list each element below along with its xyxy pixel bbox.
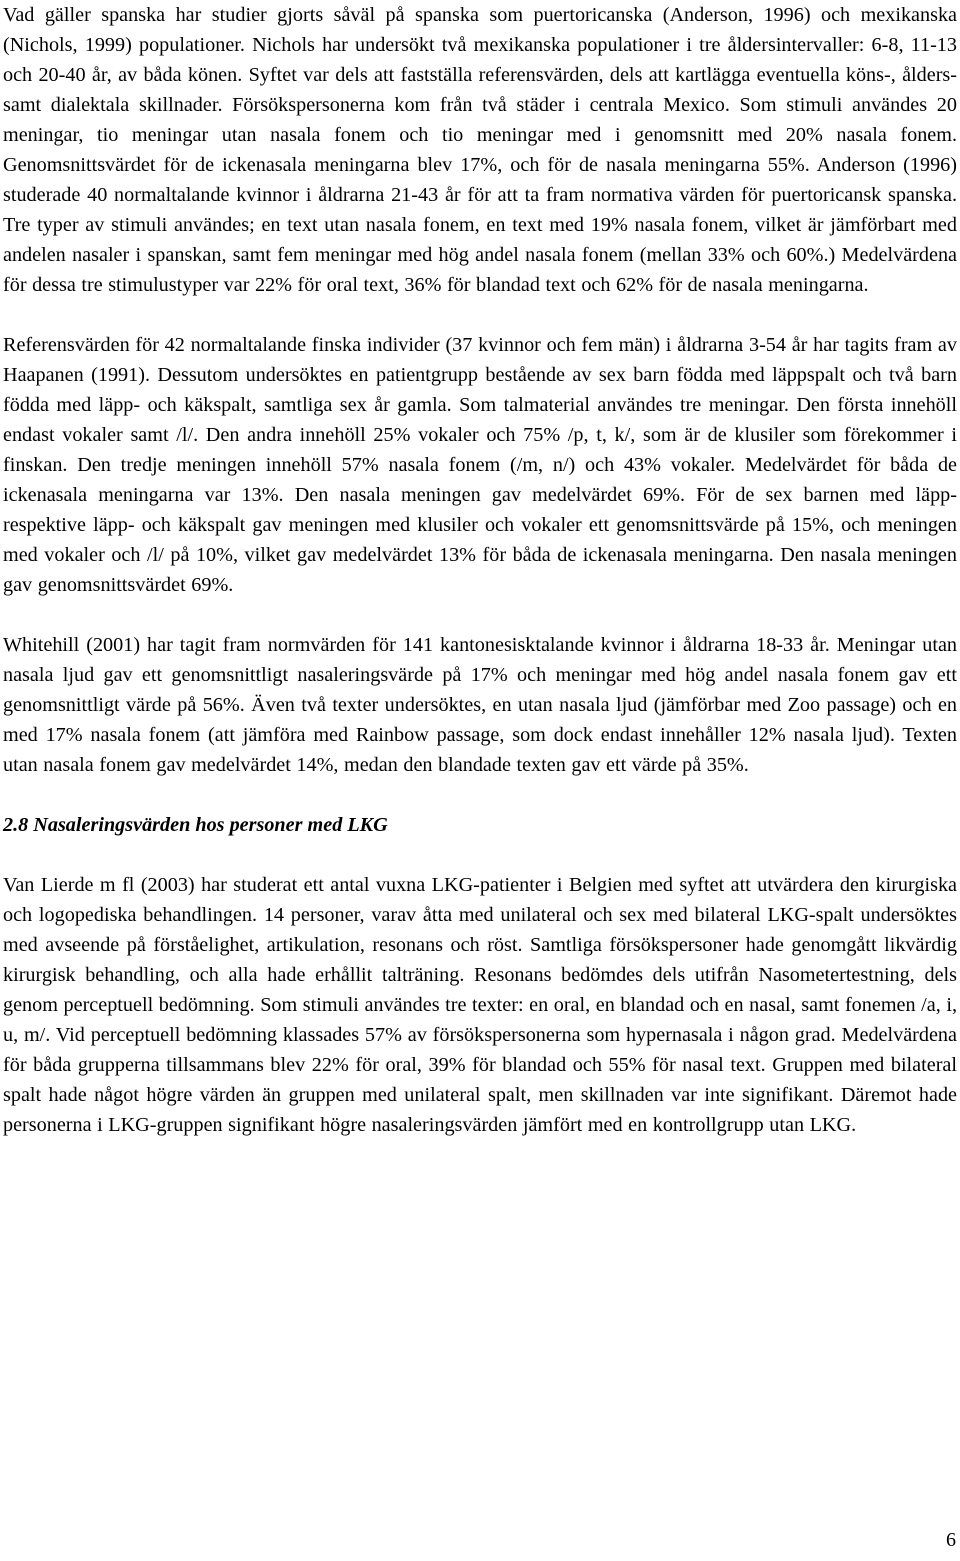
page-number: 6	[946, 1529, 956, 1551]
page-content	[3, 0, 957, 1140]
paragraph-cantonese-studies: Whitehill (2001) har tagit fram normvärden för 141 kantonesisktalande kvinnor i åldrarna 18-33 år. Meningar utan nasala ljud gav ett genomsnittligt nasaleringsvärde på 17% och meningar med hög andel nasala fonem gav ett genomsnittligt värde på 56%. Även två texter undersöktes, en utan nasala ljud (jämförbar med Zoo passage) och en med 17% nasala fonem (att jämföra med Rainbow passage, som dock endast innehåller 12% nasala ljud). Texten utan nasala fonem gav medelvärdet 14%, medan den blandade texten gav ett värde på 35%.	[3, 634, 957, 776]
section-heading: 2.8 Nasaleringsvärden hos personer med LKG	[3, 814, 388, 836]
paragraph-lkg-studies: Van Lierde m fl (2003) har studerat ett antal vuxna LKG-patienter i Belgien med syftet att utvärdera den kirurgiska och logopediska behandlingen. 14 personer, varav åtta med unilateral och sex med bilateral LKG-spalt undersöktes med avseende på förståelighet, artikulation, resonans och röst. Samtliga försökspersoner hade genomgått likvärdig kirurgisk behandling, och alla hade erhållit talträning. Resonans bedömdes dels utifrån Nasometertestning, dels genom perceptuell bedömning. Som stimuli användes tre texter: en oral, en blandad och en nasal, samt fonemen /a, i, u, m/. Vid perceptuell bedömning klassades 57% av försökspersonerna som hypernasala i någon grad. Medelvärdena för båda grupperna tillsammans blev 22% för oral, 39% för blandad och 55% för nasal text. Gruppen med bilateral spalt hade något högre värden än gruppen med unilateral spalt, men skillnaden var inte signifikant. Däremot hade personerna i LKG-gruppen signifikant högre nasaleringsvärden jämfört med en kontrollgrupp utan LKG.	[3, 874, 957, 1136]
paragraph-finnish-studies: Referensvärden för 42 normaltalande finska individer (37 kvinnor och fem män) i åldrarna 3-54 år har tagits fram av Haapanen (1991). Dessutom undersöktes en patientgrupp bestående av sex barn födda med läppspalt och två barn födda med läpp- och käkspalt, samtliga sex år gamla. Som talmaterial användes tre meningar. Den första innehöll endast vokaler samt /l/. Den andra innehöll 25% vokaler och 75% /p, t, k/, som är de klusiler som förekommer i finskan. Den tredje meningen innehöll 57% nasala fonem (/m, n/) och 43% vokaler. Medelvärdet för båda de ickenasala meningarna var 13%. Den nasala meningen gav medelvärdet 69%. För de sex barnen med läpp- respektive läpp- och käkspalt gav meningen med klusiler och vokaler ett genomsnittsvärde på 15%, och meningen med vokaler och /l/ på 10%, vilket gav medelvärdet 13% för båda de ickenasala meningarna. Den nasala meningen gav genomsnittsvärdet 69%.	[3, 334, 957, 596]
paragraph-spanish-studies: Vad gäller spanska har studier gjorts såväl på spanska som puertoricanska (Anderson, 1996) och mexikanska (Nichols, 1999) populationer. Nichols har undersökt två mexikanska populationer i tre åldersintervaller: 6-8, 11-13 och 20-40 år, av båda könen. Syftet var dels att fastställa referensvärden, dels att kartlägga eventuella köns-, ålders- samt dialektala skillnader. Försökspersonerna kom från två städer i centrala Mexico. Som stimuli användes 20 meningar, tio meningar utan nasala fonem och tio meningar med i genomsnitt med 20% nasala fonem. Genomsnittsvärdet för de ickenasala meningarna blev 17%, och för de nasala meningarna 55%. Anderson (1996) studerade 40 normaltalande kvinnor i åldrarna 21-43 år för att ta fram normativa värden för puertoricansk spanska. Tre typer av stimuli användes; en text utan nasala fonem, en text med 19% nasala fonem, vilket är jämförbart med andelen nasaler i spanskan, samt fem meningar med hög andel nasala fonem (mellan 33% och 60%.) Medelvärdena för dessa tre stimulustyper var 22% för oral text, 36% för blandad text och 62% för de nasala meningarna.	[3, 4, 957, 296]
